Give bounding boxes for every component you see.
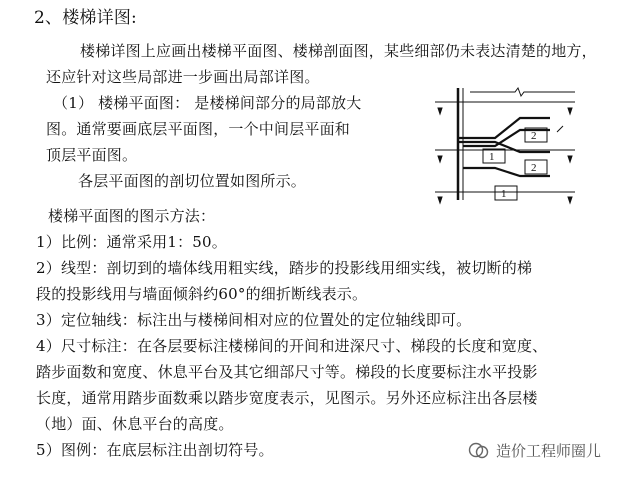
paragraph-line: 各层平面图的剖切位置如图所示。	[78, 172, 307, 190]
paragraph-line: 顶层平面图。	[46, 146, 138, 164]
paragraph-line: 还应针对这些局部进一步画出局部详图。	[46, 68, 320, 86]
wall	[458, 88, 575, 200]
list-item: 1）比例：通常采用1：50。	[36, 233, 227, 251]
paragraph-line: 楼梯详图上应画出楼梯平面图、楼梯剖面图，某些细部仍未表达清楚的地方，	[80, 42, 597, 60]
paragraph-line: 长度，通常用踏步面数乘以踏步宽度表示，见图示。另外还应标注出各层楼	[36, 389, 538, 407]
paragraph-line: 踏步面数和宽度、休息平台及其它细部尺寸等。梯段的长度要标注水平投影	[36, 363, 538, 381]
paragraph-line: 楼梯平面图的图示方法：	[48, 207, 216, 225]
list-item: 5）图例：在底层标注出剖切符号。	[36, 441, 274, 459]
watermark-text: 造价工程师圈儿	[496, 442, 602, 460]
paragraph-line: （地）面、休息平台的高度。	[36, 415, 234, 433]
page-title: 2、楼梯详图:	[34, 8, 137, 28]
flight-label: 2	[531, 130, 537, 142]
wechat-channel-icon	[468, 442, 490, 460]
paragraph-line: 段的投影线用与墙面倾斜约60°的细折断线表示。	[36, 285, 368, 303]
list-item: 3）定位轴线：标注出与楼梯间相对应的位置处的定位轴线即可。	[36, 311, 472, 329]
list-item: 2）线型：剖切到的墙体线用粗实线，踏步的投影线用细实线，被切断的梯	[36, 259, 533, 277]
stair-section-diagram	[425, 80, 585, 205]
flight-label: 1	[501, 188, 507, 200]
list-item: 4）尺寸标注：在各层要标注楼梯间的开间和进深尺寸、梯段的长度和宽度、	[36, 337, 548, 355]
paragraph-line: （1） 楼梯平面图： 是楼梯间部分的局部放大	[53, 94, 362, 112]
flight-label: 2	[531, 162, 537, 174]
watermark	[468, 440, 601, 461]
paragraph-line: 图。通常要画底层平面图，一个中间层平面和	[46, 120, 351, 138]
flight-label: 1	[489, 151, 495, 163]
